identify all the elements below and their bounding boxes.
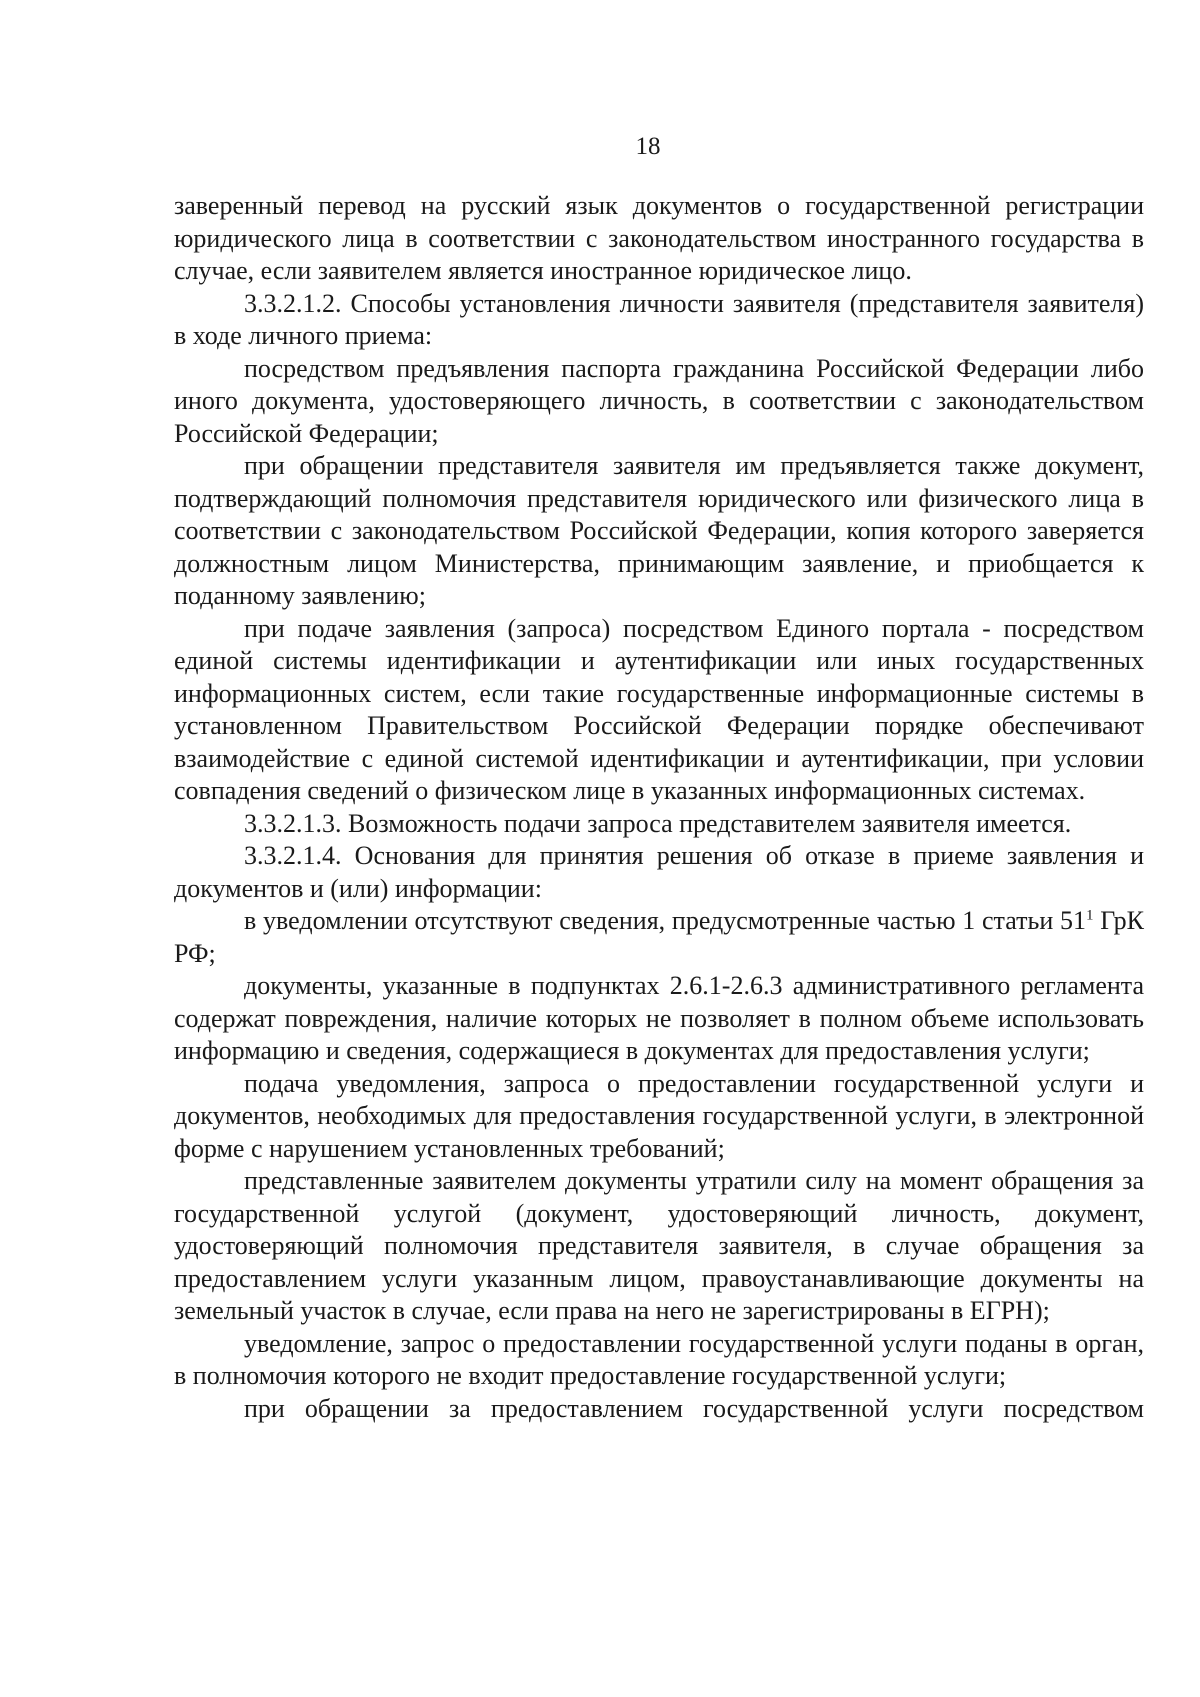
paragraph-representative: при обращении представителя заявителя им предъявляется также документ, подтверждающий полномочия представителя юридического или физического лица в соответствии с законодательством Российской Федерации, копия которого заверяется должностным лицом Министерства, принимающим заявление, и приобщается к поданному заявлению; — [174, 451, 1144, 610]
page-number: 18 — [635, 133, 661, 160]
paragraph-3-3-2-1-2: 3.3.2.1.2. Способы установления личности заявителя (представителя заявителя) в ходе личного приема: — [174, 288, 1144, 350]
document-body — [174, 190, 1144, 1425]
paragraph-unified-portal: при подаче заявления (запроса) посредством Единого портала - посредством единой системы идентификации и аутентификации или иных государственных информационных систем, если такие государственные информационные системы в установленном Правительством Российской Федерации порядке обеспечивают взаимодействие с единой системой идентификации и аутентификации, при условии совпадения сведений о физическом лице в указанных информационных системах. — [174, 613, 1144, 805]
paragraph-service-request-continued: при обращении за предоставлением государственной услуги посредством — [244, 1393, 1144, 1423]
paragraph-text-after-superscript: ГрК РФ; — [174, 906, 1144, 968]
paragraph-electronic-form-violation: подача уведомления, запроса о предоставлении государственной услуги и документов, необходимых для предоставления государственной услуги, в электронной форме с нарушением установленных требований; — [174, 1068, 1144, 1163]
paragraph-text-before-superscript: в уведомлении отсутствуют сведения, предусмотренные частью 1 статьи 51 — [244, 906, 1086, 935]
paragraph-translation-clause: заверенный перевод на русский язык документов о государственной регистрации юридического лица в соответствии с законодательством иностранного государства в случае, если заявителем является иностранное юридическое лицо. — [174, 191, 1144, 285]
paragraph-notification-missing-info — [174, 905, 1144, 970]
paragraph-passport: посредством предъявления паспорта гражданина Российской Федерации либо иного документа, удостоверяющего личность, в соответствии с законодательством Российской Федерации; — [174, 353, 1144, 448]
paragraph-wrong-authority: уведомление, запрос о предоставлении государственной услуги поданы в орган, в полномочия которого не входит предоставление государственной услуги; — [174, 1328, 1144, 1390]
superscript-article-index: 1 — [1086, 907, 1094, 924]
paragraph-expired-documents: представленные заявителем документы утратили силу на момент обращения за государственной услугой (документ, удостоверяющий личность, документ, удостоверяющий полномочия представителя заявителя, в случае обращения за предоставлением услуги указанным лицом, правоустанавливающие документы на земельный участок в случае, если права на него не зарегистрированы в ЕГРН); — [174, 1166, 1144, 1325]
paragraph-3-3-2-1-4: 3.3.2.1.4. Основания для принятия решения об отказе в приеме заявления и документов и (или) информации: — [174, 841, 1144, 903]
paragraph-damaged-documents: документы, указанные в подпунктах 2.6.1-2.6.3 административного регламента содержат повреждения, наличие которых не позволяет в полном объеме использовать информацию и сведения, содержащиеся в документах для предоставления услуги; — [174, 971, 1144, 1065]
paragraph-3-3-2-1-3: 3.3.2.1.3. Возможность подачи запроса представителем заявителя имеется. — [244, 808, 1072, 838]
